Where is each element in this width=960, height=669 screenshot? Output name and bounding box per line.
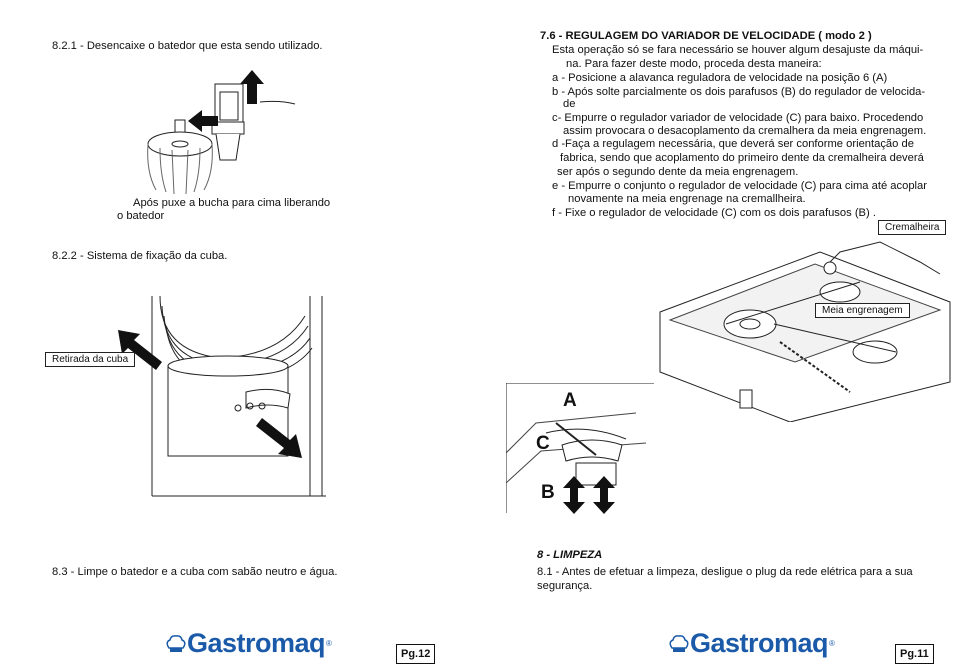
step-c: c- Empurre o regulador variador de velocidade (C) para baixo. Procedendo	[552, 112, 924, 124]
chef-hat-icon	[165, 634, 187, 654]
page-number-right: Pg.11	[895, 644, 934, 664]
paragraph-line: na. Para fazer deste modo, proceda desta maneira:	[566, 58, 822, 70]
caption-1-line-1: Após puxe a bucha para cima liberando	[133, 197, 331, 209]
section-7-6-heading: 7.6 - REGULAGEM DO VARIADOR DE VELOCIDADE ( modo 2 )	[540, 30, 872, 42]
section-8-2-1: 8.2.1 - Desencaixe o batedor que esta sendo utilizado.	[52, 40, 323, 52]
brand-name: Gastromaq	[187, 628, 326, 658]
gear-mechanism-illustration	[640, 232, 958, 422]
paragraph-line: Esta operação só se fara necessário se houver algum desajuste da máqui-	[552, 44, 924, 56]
step-c-cont: assim provocara o desacoplamento da cremalhera da meia engrenagem.	[563, 125, 927, 137]
step-f: f - Fixe o regulador de velocidade (C) com os dois parafusos (B) .	[552, 207, 876, 219]
label-c: C	[536, 433, 550, 454]
arrow-up-down-icon	[593, 476, 615, 514]
step-a: a - Posicione a alavanca reguladora de velocidade na posição 6 (A)	[552, 72, 888, 84]
caption-1-line-2: o batedor	[117, 210, 165, 222]
retirada-label: Retirada da cuba	[45, 352, 135, 367]
arrow-diagonal-down-right-icon	[256, 418, 302, 458]
step-b: b - Após solte parcialmente os dois parafusos (B) do regulador de velocida-	[552, 86, 926, 98]
section-8-3: 8.3 - Limpe o batedor e a cuba com sabão neutro e água.	[52, 566, 338, 578]
beater-illustration	[120, 62, 310, 202]
registered-mark: ®	[326, 639, 332, 648]
label-a: A	[563, 390, 577, 411]
step-d: d -Faça a regulagem necessária, que deverá ser conforme orientação de	[552, 138, 914, 150]
arrow-up-icon	[240, 70, 264, 104]
registered-mark: ®	[829, 639, 835, 648]
brand-name: Gastromaq	[690, 628, 829, 658]
section-8-2-2: 8.2.2 - Sistema de fixação da cuba.	[52, 250, 228, 262]
bowl-fixation-illustration	[150, 296, 330, 506]
arrow-left-icon	[188, 110, 218, 132]
step-e: e - Empurre o conjunto o regulador de velocidade (C) para cima até acoplar	[552, 180, 927, 192]
page-number-left: Pg.12	[396, 644, 435, 664]
section-8-heading: 8 - LIMPEZA	[537, 549, 603, 561]
cremalheira-label: Cremalheira	[878, 220, 946, 235]
step-d-cont: fabrica, sendo que acoplamento do primeiro dente da cremalheira deverá	[560, 152, 924, 164]
section-8-1-line-2: segurança.	[537, 580, 593, 592]
chef-hat-icon	[668, 634, 690, 654]
meia-engrenagem-label: Meia engrenagem	[815, 303, 910, 318]
label-b: B	[541, 482, 555, 503]
arrow-up-down-icon	[563, 476, 585, 514]
brand-logo-right	[668, 628, 835, 659]
step-b-cont: de	[563, 98, 576, 110]
section-8-1-line-1: 8.1 - Antes de efetuar a limpeza, desligue o plug da rede elétrica para a sua	[537, 566, 913, 578]
brand-logo-left	[165, 628, 332, 659]
step-d-cont: ser após o segundo dente da meia engrenagem.	[557, 166, 799, 178]
step-e-cont: novamente na meia engrenage na cremallheira.	[568, 193, 806, 205]
